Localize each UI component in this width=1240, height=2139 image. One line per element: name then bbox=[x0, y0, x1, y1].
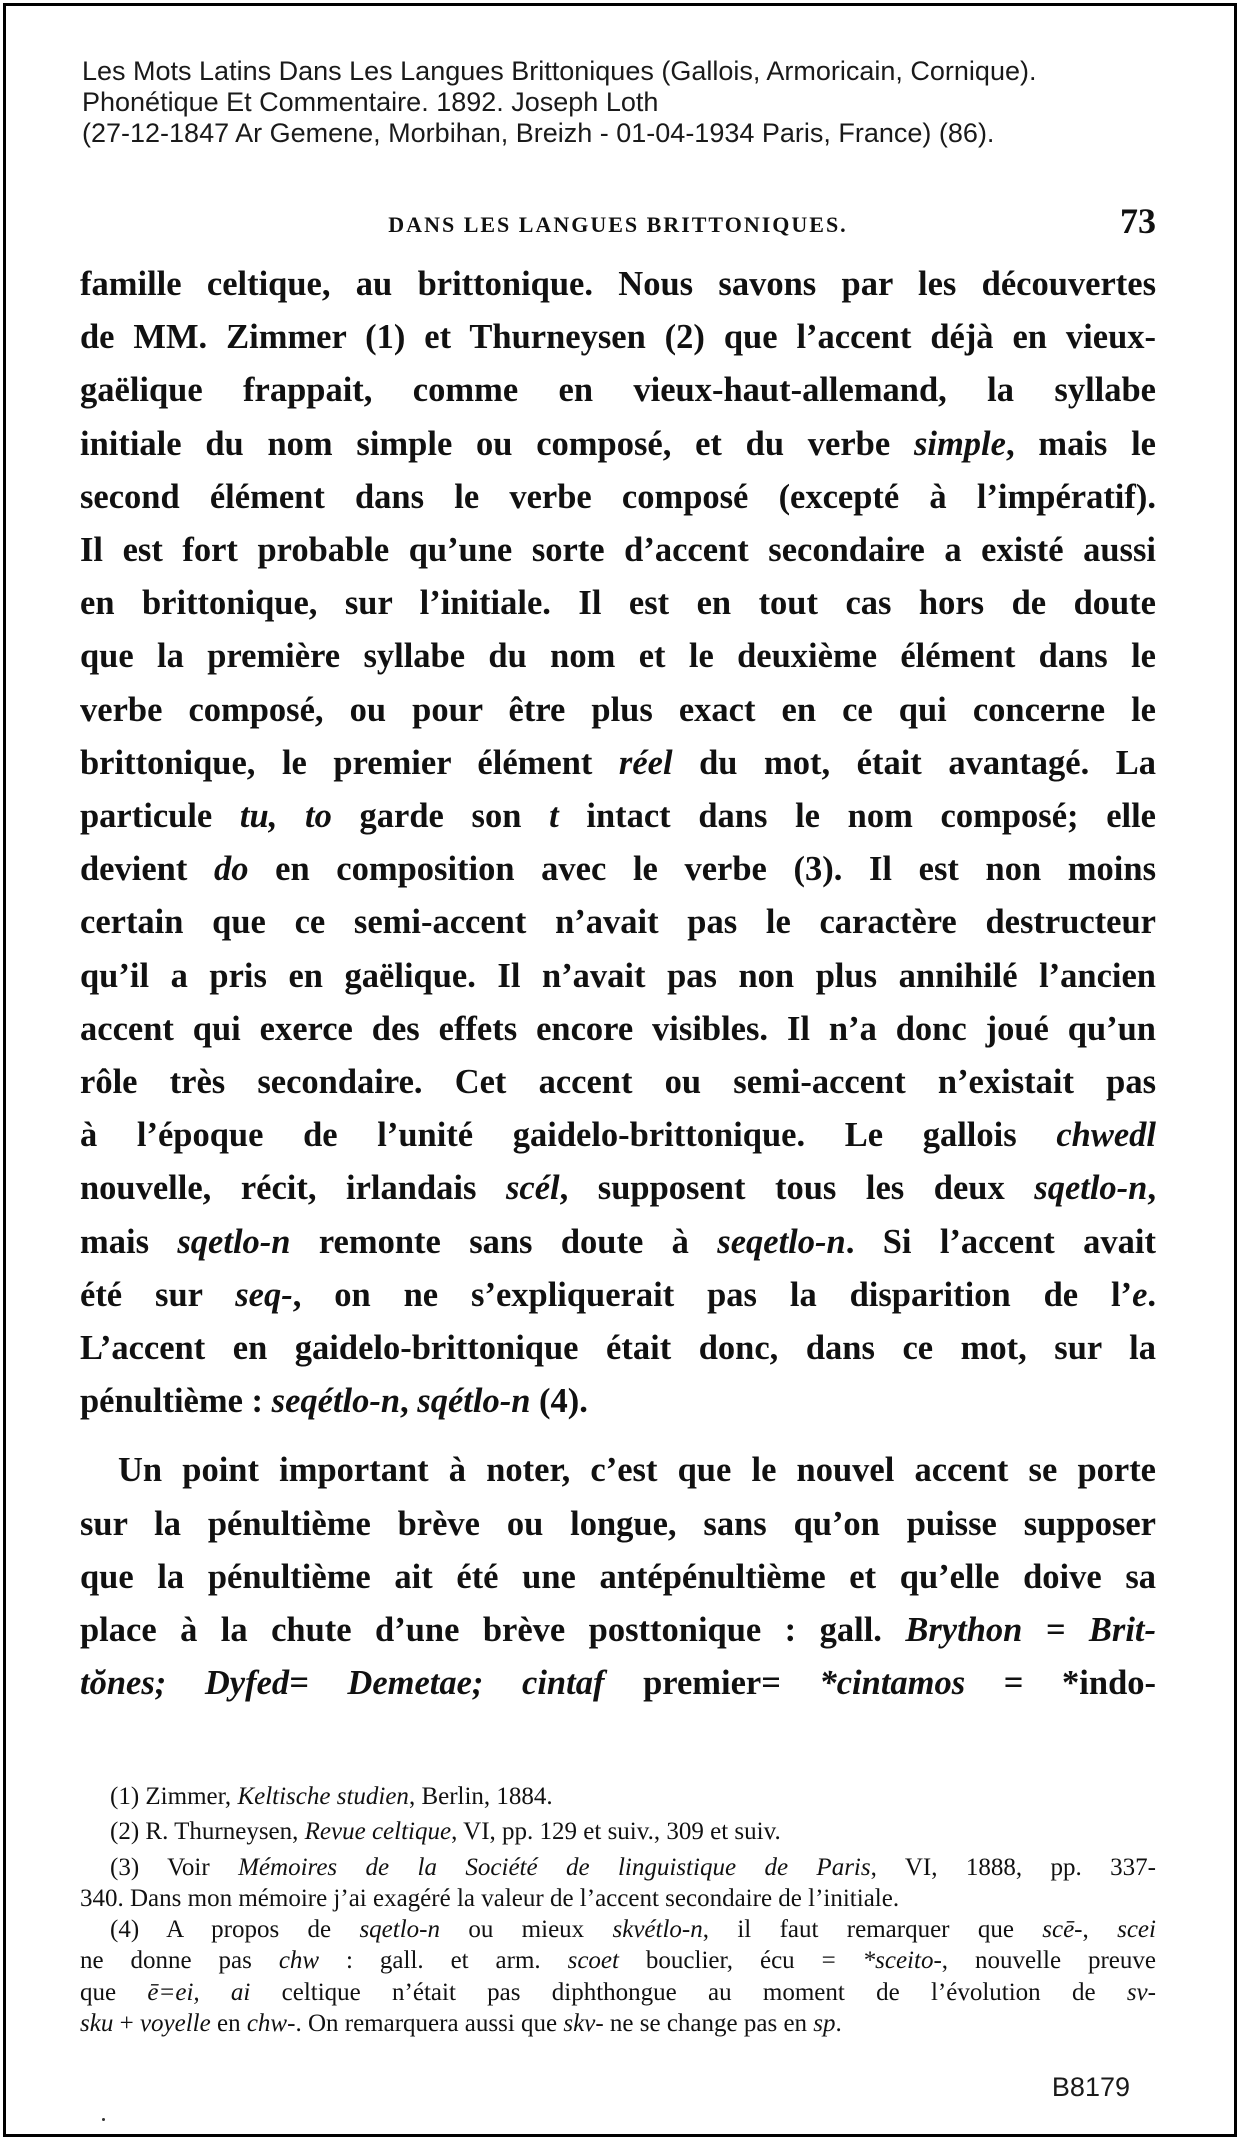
italic-term: scei bbox=[1117, 1916, 1156, 1944]
text-line: Un point important à noter, c’est que le nouvel accent se porte bbox=[118, 1451, 1156, 1490]
text-line: certain que ce semi-accent n’avait pas le caractère destructeur bbox=[80, 903, 1156, 942]
text-run: brittonique, le premier élément bbox=[80, 743, 619, 782]
italic-term: ē=ei, ai bbox=[147, 1978, 251, 2006]
catalog-metadata bbox=[82, 56, 1202, 149]
text-line: second élément dans le verbe composé (excepté à l’impératif). bbox=[80, 477, 1156, 516]
text-line: de MM. Zimmer (1) et Thurneysen (2) que l’accent déjà en vieux- bbox=[80, 318, 1156, 357]
text-run: , bbox=[400, 1382, 418, 1421]
text-run: , nouvelle preuve bbox=[941, 1947, 1156, 1975]
italic-term: simple bbox=[913, 424, 1006, 463]
footnotes bbox=[80, 1781, 1156, 2039]
italic-term: sv- bbox=[1126, 1978, 1156, 2006]
text-run: , supposent tous les deux bbox=[559, 1169, 1035, 1208]
text-run: , on ne s’expliquerait pas la disparition de l’ bbox=[292, 1275, 1133, 1314]
text-line bbox=[80, 1657, 1156, 1710]
text-run: particule bbox=[80, 797, 240, 836]
footnote-4 bbox=[80, 1914, 1156, 1945]
italic-term: voyelle bbox=[139, 2010, 211, 2038]
body-text bbox=[80, 258, 1156, 1710]
text-run: (1) Zimmer, bbox=[110, 1783, 238, 1810]
italic-term: chw- bbox=[246, 2010, 296, 2038]
text-run: ne se change pas en bbox=[603, 2010, 814, 2038]
footnote-4-continued bbox=[80, 2008, 1156, 2039]
running-title: DANS LES LANGUES BRITTONIQUES. bbox=[388, 212, 848, 237]
italic-term: seqetlo-n bbox=[717, 1222, 846, 1261]
text-line: rôle très secondaire. Cet accent ou semi-accent n’existait pas bbox=[80, 1063, 1156, 1102]
text-run: , il faut remarquer que bbox=[702, 1916, 1043, 1944]
italic-term: scē- bbox=[1042, 1916, 1083, 1944]
text-run: été sur bbox=[80, 1275, 236, 1314]
text-run: . Si l’accent avait bbox=[845, 1222, 1156, 1261]
italic-term: e bbox=[1132, 1275, 1148, 1314]
text-run: , VI, pp. 129 et suiv., 309 et suiv. bbox=[451, 1818, 781, 1846]
text-line: sur la pénultième brève ou longue, sans qu’on puisse supposer bbox=[80, 1504, 1156, 1543]
italic-term: Mémoires de la Société de linguistique de Paris bbox=[238, 1853, 871, 1881]
footnote-4-continued bbox=[80, 1977, 1156, 2008]
text-line bbox=[80, 1216, 1156, 1269]
text-run: en bbox=[210, 2010, 247, 2038]
text-run: à l’époque de l’unité gaidelo-brittonique. Le gallois bbox=[80, 1116, 1057, 1155]
text-line bbox=[80, 1269, 1156, 1322]
italic-term: chw bbox=[278, 1947, 320, 1975]
text-run: ne donne pas bbox=[80, 1947, 279, 1975]
text-run: . bbox=[835, 2010, 842, 2038]
italic-term: do bbox=[213, 850, 249, 889]
text-line: verbe composé, ou pour être plus exact en ce qui concerne le bbox=[80, 690, 1156, 729]
text-line: famille celtique, au brittonique. Nous savons par les découvertes bbox=[80, 265, 1156, 303]
text-run: initiale du nom simple ou composé, et du verbe bbox=[80, 424, 914, 463]
italic-term: Brython = Brit- bbox=[905, 1611, 1156, 1650]
text-run: mais bbox=[80, 1222, 178, 1261]
text-run: : gall. et arm. bbox=[319, 1947, 568, 1975]
text-run: nouvelle, récit, irlandais bbox=[80, 1169, 506, 1208]
italic-term: skvétlo-n bbox=[612, 1916, 703, 1944]
italic-term: sqetlo-n bbox=[177, 1222, 291, 1261]
metadata-line: (27-12-1847 Ar Gemene, Morbihan, Breizh - 01-04-1934 Paris, France) (86). bbox=[82, 118, 995, 148]
footnote-3 bbox=[80, 1852, 1156, 1883]
text-line bbox=[80, 1162, 1156, 1215]
italic-term: t bbox=[549, 797, 559, 836]
text-run: . On remarquera aussi que bbox=[295, 2010, 564, 2038]
text-line bbox=[80, 843, 1156, 896]
text-line: L’accent en gaidelo-brittonique était donc, dans ce mot, sur la bbox=[80, 1329, 1156, 1368]
catalog-id: B8179 bbox=[1051, 2072, 1130, 2102]
italic-term: Revue celtique bbox=[304, 1818, 452, 1846]
text-run: garde son bbox=[331, 797, 550, 836]
footnote-2 bbox=[80, 1816, 1156, 1847]
text-run: du mot, était avantagé. La bbox=[672, 743, 1156, 782]
text-line: accent qui exerce des effets encore visibles. Il n’a donc joué qu’un bbox=[80, 1009, 1156, 1048]
italic-term: seq- bbox=[235, 1275, 293, 1314]
text-run: , Berlin, 1884. bbox=[408, 1783, 553, 1810]
italic-term: sku bbox=[80, 2010, 114, 2038]
italic-term: tŏnes; Dyfed= Demetae; cintaf bbox=[80, 1664, 605, 1703]
metadata-line: Les Mots Latins Dans Les Langues Brittoniques (Gallois, Armoricain, Cornique). bbox=[82, 56, 1037, 86]
scan-speck bbox=[102, 2118, 105, 2121]
text-run: (2) R. Thurneysen, bbox=[110, 1818, 305, 1846]
text-run: en composition avec le verbe (3). Il est non moins bbox=[248, 850, 1156, 889]
text-run: . bbox=[1147, 1275, 1157, 1314]
text-run: place à la chute d’une brève posttonique : gall. bbox=[80, 1611, 906, 1650]
italic-term: skv- bbox=[563, 2010, 604, 2038]
italic-term: scél bbox=[505, 1169, 560, 1208]
text-line bbox=[80, 1604, 1156, 1657]
italic-term: sqetlo-n bbox=[1034, 1169, 1148, 1208]
text-run: + bbox=[113, 2010, 140, 2038]
text-line bbox=[80, 790, 1156, 843]
text-run: , mais le bbox=[1005, 424, 1156, 463]
italic-term: sqétlo-n bbox=[417, 1382, 531, 1421]
footnote-1 bbox=[80, 1781, 1156, 1812]
text-run: , VI, 1888, pp. 337- bbox=[870, 1853, 1156, 1881]
footnote-4-continued bbox=[80, 1945, 1156, 1976]
page-number: 73 bbox=[1120, 201, 1156, 241]
italic-term: *cintamos bbox=[819, 1664, 966, 1703]
text-line bbox=[80, 418, 1156, 471]
footnote-3-continued: 340. Dans mon mémoire j’ai exagéré la valeur de l’accent secondaire de l’initiale. bbox=[80, 1884, 900, 1912]
text-line: gaëlique frappait, comme en vieux-haut-allemand, la syllabe bbox=[80, 371, 1156, 410]
italic-term: *sceito- bbox=[862, 1947, 942, 1975]
text-line: Il est fort probable qu’une sorte d’accent secondaire a existé aussi bbox=[80, 531, 1156, 570]
text-line: qu’il a pris en gaëlique. Il n’avait pas non plus annihilé l’ancien bbox=[80, 956, 1156, 995]
italic-term: seqétlo-n bbox=[271, 1382, 401, 1421]
text-line: que la première syllabe du nom et le deuxième élément dans le bbox=[80, 637, 1156, 676]
text-run: = *indo- bbox=[965, 1664, 1157, 1703]
text-run: , bbox=[1147, 1169, 1156, 1208]
text-run: pénultième : bbox=[80, 1382, 272, 1421]
paragraph-gap bbox=[80, 1428, 1156, 1444]
running-head bbox=[80, 200, 1156, 250]
text-line bbox=[80, 1375, 1156, 1428]
text-run: , bbox=[1082, 1916, 1118, 1944]
text-run: remonte sans doute à bbox=[290, 1222, 718, 1261]
text-run: (3) Voir bbox=[110, 1853, 239, 1881]
italic-term: réel bbox=[618, 743, 673, 782]
text-line: en brittonique, sur l’initiale. Il est en tout cas hors de doute bbox=[80, 584, 1156, 623]
text-line bbox=[80, 737, 1156, 790]
italic-term: chwedl bbox=[1056, 1116, 1156, 1155]
text-run: que bbox=[80, 1978, 148, 2006]
italic-term: sqetlo-n bbox=[359, 1916, 440, 1944]
text-line bbox=[80, 1109, 1156, 1162]
italic-term: sp bbox=[813, 2010, 836, 2038]
text-line: que la pénultième ait été une antépénultième et qu’elle doive sa bbox=[80, 1557, 1156, 1596]
text-run: ou mieux bbox=[440, 1916, 613, 1944]
text-run: devient bbox=[80, 850, 214, 889]
italic-term: tu, to bbox=[239, 797, 332, 836]
text-run: (4) A propos de bbox=[110, 1916, 360, 1944]
text-run: bouclier, écu = bbox=[618, 1947, 863, 1975]
text-run: premier= bbox=[604, 1664, 820, 1703]
metadata-line: Phonétique Et Commentaire. 1892. Joseph Loth bbox=[82, 87, 659, 117]
text-run: (4). bbox=[530, 1382, 588, 1421]
text-run: celtique n’était pas diphthongue au moment de l’évolution de bbox=[250, 1978, 1127, 2006]
italic-term: Keltische studien bbox=[237, 1783, 409, 1810]
text-run: intact dans le nom composé; elle bbox=[558, 797, 1156, 836]
italic-term: scoet bbox=[567, 1947, 619, 1975]
